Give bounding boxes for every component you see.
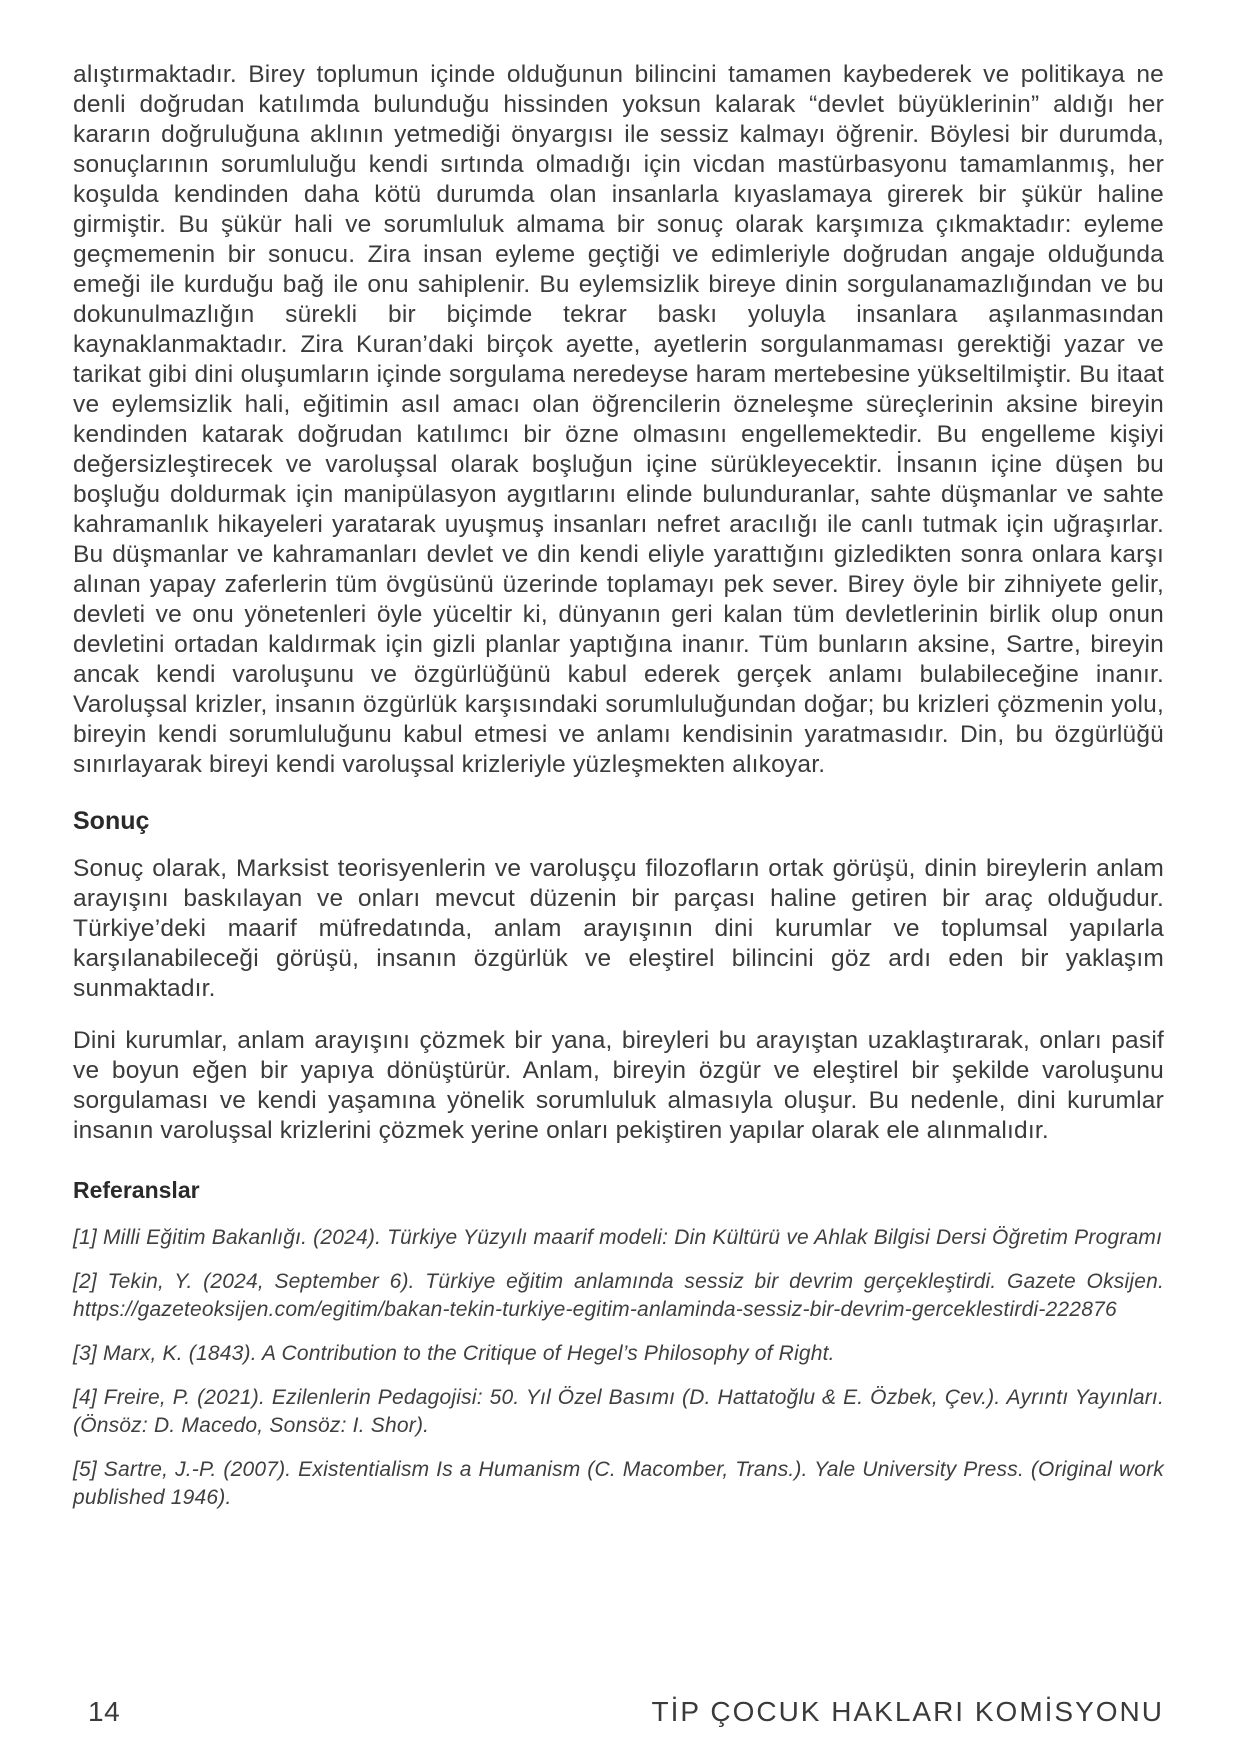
conclusion-paragraph-2: Dini kurumlar, anlam arayışını çözmek bir yana, bireyleri bu arayıştan uzaklaştırarak, onları pasif ve boyun eğen bir yapıya dönüştürür. Anlam, bireyin özgür ve eleştirel bir şekilde varoluşunu sorgulaması ve kendi yaşamına yönelik sorumluluk almasıyla oluşur. Bu nedenle, dini kurumlar insanın varoluşsal krizlerini çözmek yerine onları pekiştiren yapılar olarak ele alınmalıdır. <box>73 1027 1164 1144</box>
reference-item-1: [1] Milli Eğitim Bakanlığı. (2024). Türkiye Yüzyılı maarif modeli: Din Kültürü ve Ahlak Bilgisi Dersi Öğretim Programı <box>73 1226 1163 1249</box>
reference-item-4: [4] Freire, P. (2021). Ezilenlerin Pedagojisi: 50. Yıl Özel Basımı (D. Hattatoğlu & E. Özbek, Çev.). Ayrıntı Yayınları. (Önsöz: D. Macedo, Sonsöz: I. Shor). <box>73 1386 1164 1437</box>
references-heading: Referanslar <box>73 1177 200 1203</box>
page-number: 14 <box>88 1696 121 1727</box>
body-paragraph: alıştırmaktadır. Birey toplumun içinde olduğunun bilincini tamamen kaybederek ve politikaya ne denli doğrudan katılımda bulunduğu hissinden yoksun kalarak “devlet büyüklerinin” aldığı her kararın doğruluğuna aklının yetmediği önyargısı ile sessiz kalmayı öğrenir. Böylesi bir durumda, sonuçlarının sorumluluğu kendi sırtında olmadığı için vicdan mastürbasyonu tamamlanmış, her koşulda kendinden daha kötü durumda olan insanlarla kıyaslamaya girerek bir şükür haline girmiştir. Bu şükür hali ve sorumluluk almama bir sonuç olarak karşımıza çıkmaktadır: eyleme geçmemenin bir sonucu. Zira insan eyleme geçtiği ve edimleriyle doğrudan angaje olduğunda emeği ile kurduğu bağ ile onu sahiplenir. Bu eylemsizlik bireye dinin sorgulanamazlığından ve bu dokunulmazlığın sürekli bir biçimde tekrar baskı yoluyla insanlara aşılanmasından kaynaklanmaktadır. Zira Kuran’daki birçok ayette, ayetlerin sorgulanmaması gerektiği yazar ve tarikat gibi dini oluşumların içinde sorgulama neredeyse haram mertebesine yükseltilmiştir. Bu itaat ve eylemsizlik hali, eğitimin asıl amacı olan öğrencilerin özneleşme süreçlerinin aksine bireyin kendinden katarak doğrudan katılımcı bir özne olmasını engellemektedir. Bu engelleme kişiyi değersizleştirecek ve varoluşsal olarak boşluğun içine sürükleyecektir. İnsanın içine düşen bu boşluğu doldurmak için manipülasyon aygıtlarını elinde bulunduranlar, sahte düşmanlar ve sahte kahramanlık hikayeleri yaratarak uyuşmuş insanları nefret aracılığı ile canlı tutmak için uğraşırlar. Bu düşmanlar ve kahramanları devlet ve din kendi eliyle yarattığını gizledikten sonra onlara karşı alınan yapay zaferlerin tüm övgüsünü üzerinde toplamayı pek sever. Birey öyle bir zihniyete gelir, devleti ve onu yönetenleri öyle yüceltir ki, dünyanın geri kalan tüm devletlerinin birlik olup onun devletini ortadan kaldırmak için gizli planlar yaptığına inanır. Tüm bunların aksine, Sartre, bireyin ancak kendi varoluşunu ve özgürlüğünü kabul ederek gerçek anlamı bulabileceğine inanır. Varoluşsal krizler, insanın özgürlük karşısındaki sorumluluğundan doğar; bu krizleri çözmenin yolu, bireyin kendi sorumluluğunu kabul etmesi ve anlamı kendisinin yaratmasıdır. Din, bu özgürlüğü sınırlayarak bireyi kendi varoluşsal krizleriyle yüzleşmekten alıkoyar. <box>73 61 1164 778</box>
conclusion-heading: Sonuç <box>73 807 150 835</box>
reference-item-2: [2] Tekin, Y. (2024, September 6). Türkiye eğitim anlamında sessiz bir devrim gerçekleştirdi. Gazete Oksijen. https://gazeteoksijen.com/egitim/bakan-tekin-turkiye-egitim-anlaminda-sessiz-bir-devrim-gerceklestirdi-222876 <box>73 1270 1164 1321</box>
reference-item-5: [5] Sartre, J.-P. (2007). Existentialism Is a Humanism (C. Macomber, Trans.). Yale University Press. (Original work published 1946). <box>73 1458 1164 1509</box>
reference-item-3: [3] Marx, K. (1843). A Contribution to the Critique of Hegel’s Philosophy of Right. <box>73 1342 835 1365</box>
conclusion-paragraph-1: Sonuç olarak, Marksist teorisyenlerin ve varoluşçu filozofların ortak görüşü, dinin bireylerin anlam arayışını baskılayan ve onları mevcut düzenin bir parçası haline getiren bir araç olduğudur. Türkiye’deki maarif müfredatında, anlam arayışının dini kurumlar ve toplumsal yapılarla karşılanabileceği görüşü, insanın özgürlük ve eleştirel bilincini göz ardı eden bir yaklaşım sunmaktadır. <box>73 855 1164 1002</box>
page-content <box>73 0 1164 1528</box>
page-footer <box>73 1696 1164 1728</box>
footer-commission-name: TİP ÇOCUK HAKLARI KOMİSYONU <box>651 1696 1164 1727</box>
